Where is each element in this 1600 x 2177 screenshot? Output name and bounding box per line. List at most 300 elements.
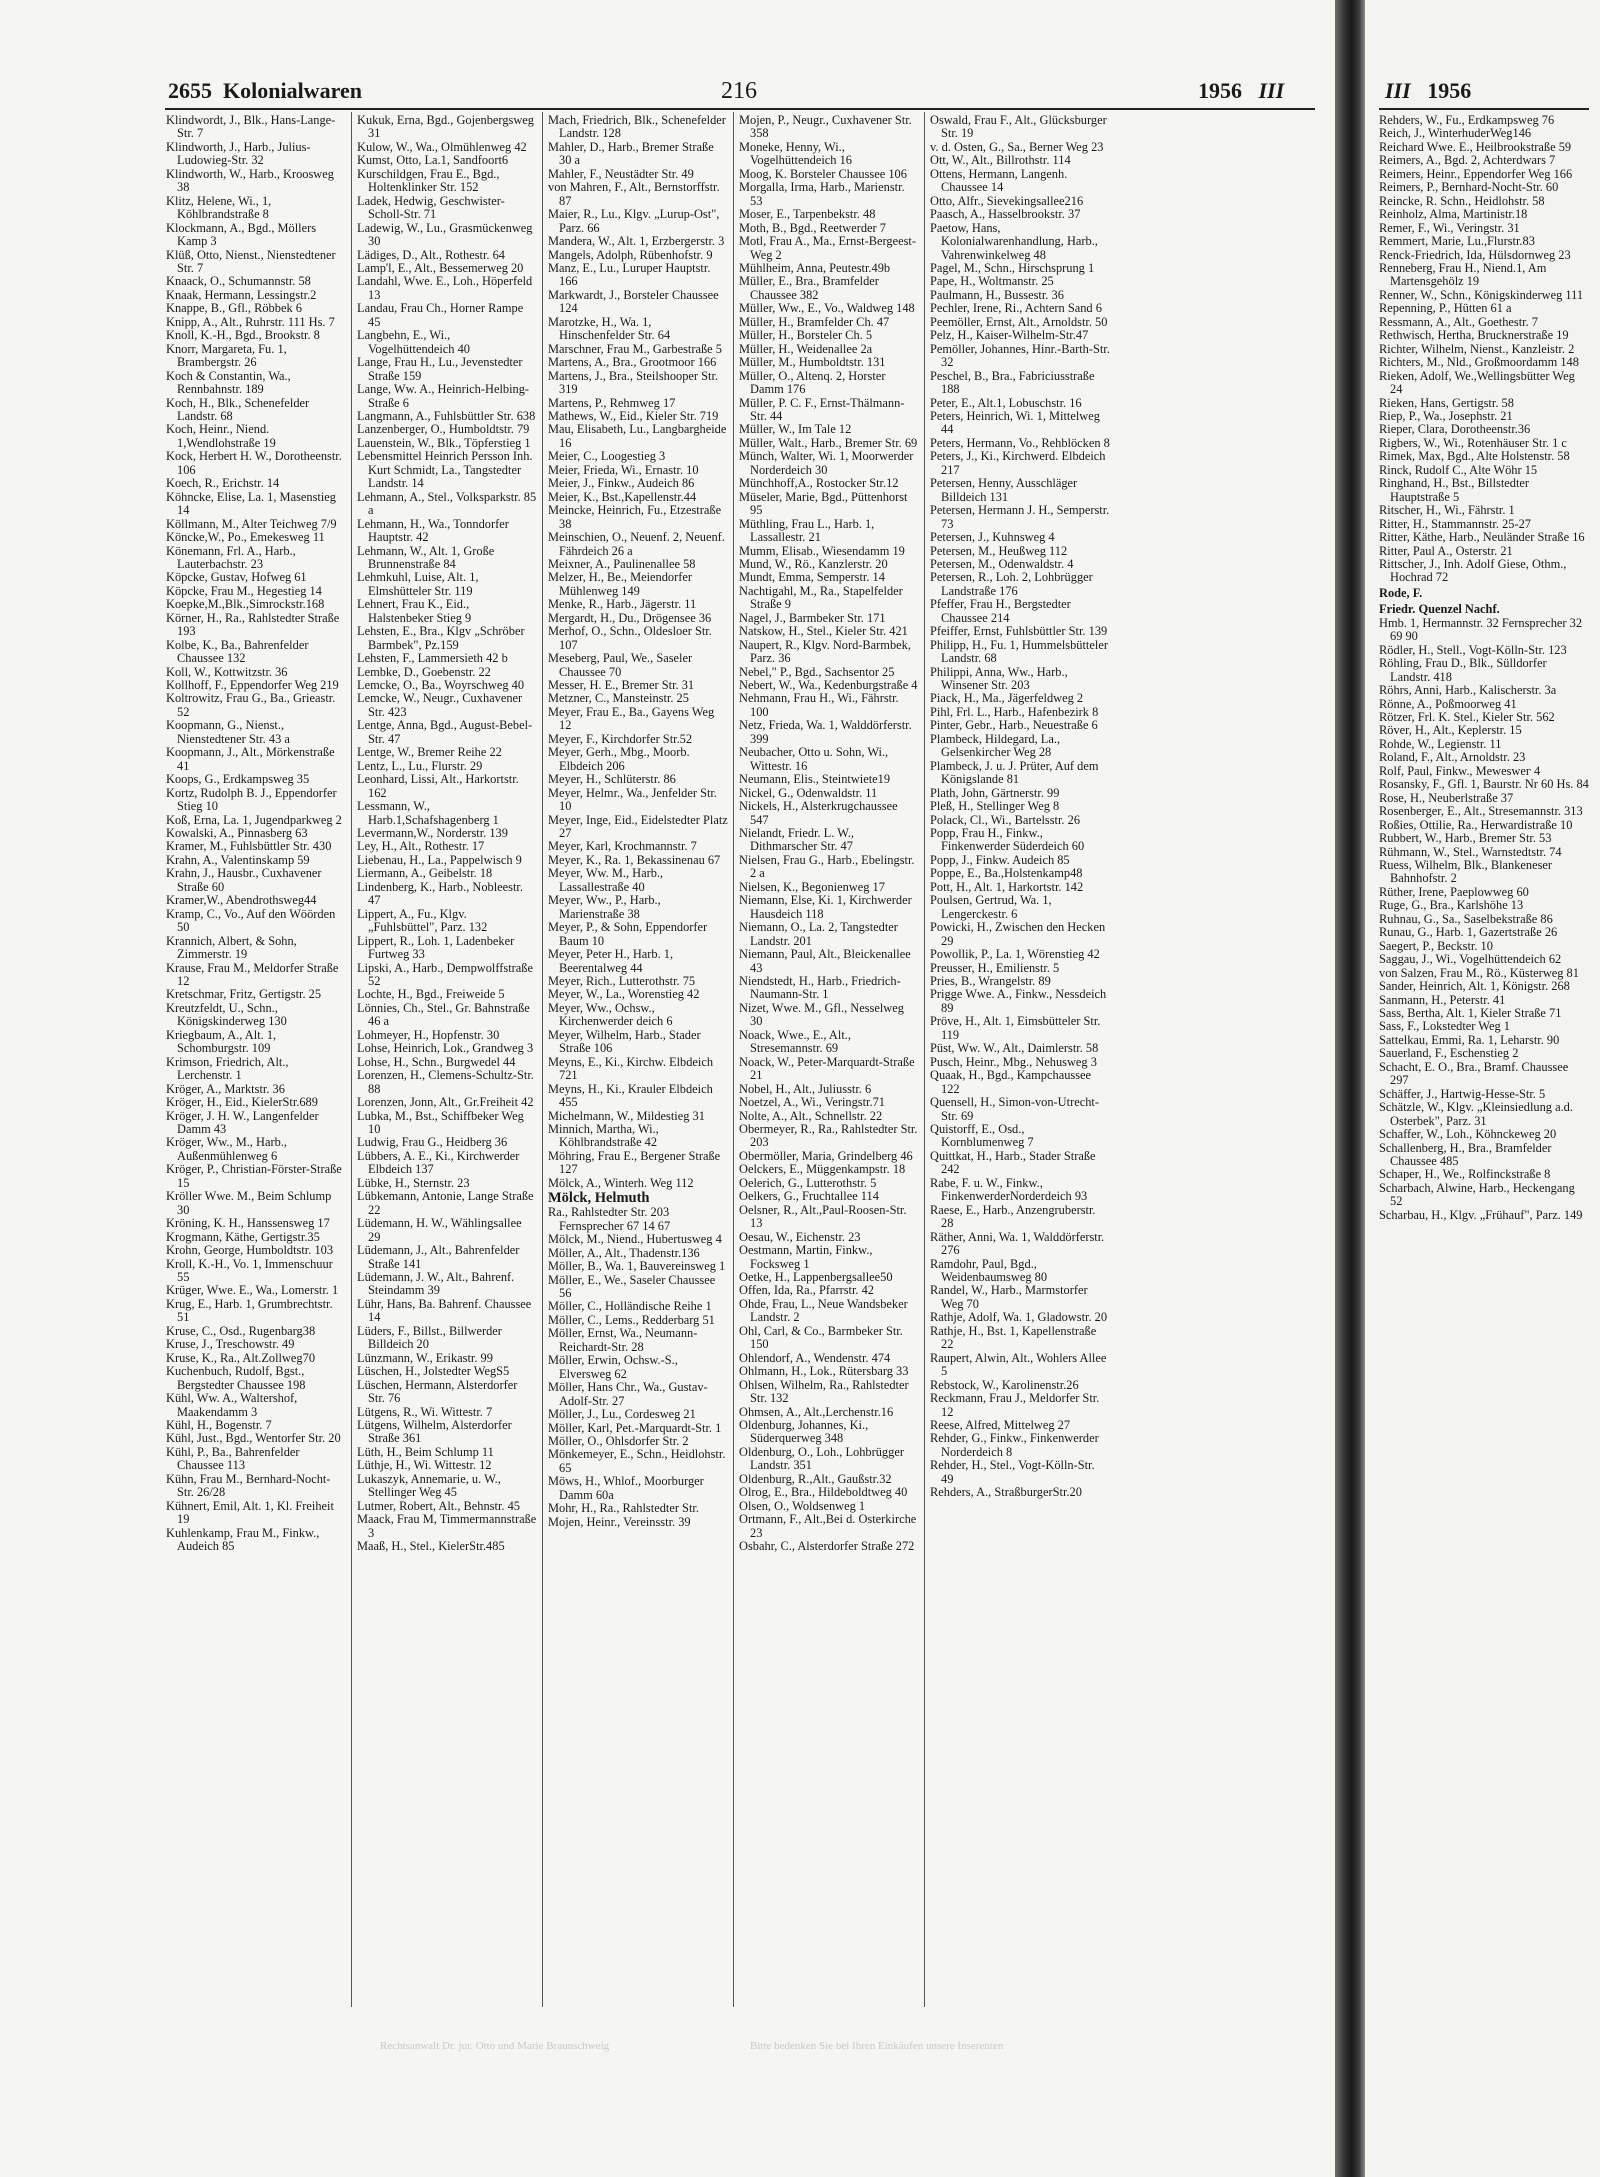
directory-entry: Müller, Walt., Harb., Bremer Str. 69 bbox=[739, 435, 918, 450]
directory-entry: Kühn, Frau M., Bernhard-Nocht-Str. 26/28 bbox=[166, 1471, 331, 1500]
directory-entry: Kröger, H., Eid., KielerStr.689 bbox=[166, 1095, 318, 1110]
directory-entry: Lutmer, Robert, Alt., Behnstr. 45 bbox=[357, 1498, 520, 1513]
directory-entry: Niemann, Paul, Alt., Bleickenallee 43 bbox=[739, 947, 911, 975]
directory-entry: Ruge, G., Bra., Karlshöhe 13 bbox=[1379, 898, 1524, 913]
directory-entry: Klüß, Otto, Nienst., Nienstedtener Str. 7 bbox=[166, 247, 336, 275]
directory-entry: Plambeck, Hildegard, La., Gelsenkircher Weg 28 bbox=[930, 731, 1061, 760]
directory-entry: Klindworth, W., Harb., Kroosweg 38 bbox=[166, 166, 334, 195]
directory-entry: Mergardt, H., Du., Drögensee 36 bbox=[548, 610, 712, 625]
directory-entry: Lühr, Hans, Ba. Bahrenf. Chaussee 14 bbox=[357, 1296, 532, 1325]
directory-entry: Möller, B., Wa. 1, Bauvereinsweg 1 bbox=[548, 1259, 726, 1274]
directory-column bbox=[548, 114, 728, 2004]
directory-entry: Philipp, H., Fu. 1, Hummelsbütteler Landstr. 68 bbox=[930, 637, 1108, 666]
directory-entry: Meyer, Wilhelm, Harb., Stader Straße 106 bbox=[548, 1027, 701, 1056]
directory-entry: Nolte, A., Alt., Schnellstr. 22 bbox=[739, 1108, 883, 1123]
directory-entry: Kruse, K., Ra., Alt.Zollweg70 bbox=[166, 1350, 316, 1365]
directory-entry: Meier, K., Bst.,Kapellenstr.44 bbox=[548, 489, 697, 504]
directory-entry: Kuhlenkamp, Frau M., Finkw., Audeich 85 bbox=[166, 1525, 320, 1554]
directory-entry: Müller, P. C. F., Ernst-Thälmann-Str. 44 bbox=[739, 395, 905, 423]
directory-entry: Kröning, K. H., Hanssensweg 17 bbox=[166, 1216, 330, 1231]
directory-entry: Kumst, Otto, La.1, Sandfoort6 bbox=[357, 153, 509, 168]
directory-entry: Räther, Anni, Wa. 1, Walddörferstr. 276 bbox=[930, 1229, 1105, 1258]
directory-entry: Ruhnau, G., Sa., Saselbekstraße 86 bbox=[1379, 911, 1553, 926]
directory-entry: Möller, Erwin, Ochsw.-S., Elversweg 62 bbox=[548, 1353, 678, 1381]
directory-entry: Meyer, Peter H., Harb. 1, Beerentalweg 44 bbox=[548, 947, 674, 975]
directory-entry: Lippert, R., Loh. 1, Ladenbeker Furtweg 33 bbox=[357, 933, 515, 962]
directory-entry: Koß, Erna, La. 1, Jugendparkweg 2 bbox=[166, 812, 342, 827]
year-volume bbox=[1198, 78, 1284, 104]
directory-entry: Liebenau, H., La., Pappelwisch 9 bbox=[357, 852, 522, 867]
directory-entry: Mohr, H., Ra., Rahlstedter Str. bbox=[548, 1501, 699, 1516]
directory-entry: Ra., Rahlstedter Str. 203 Fernsprecher 67 14 67 bbox=[548, 1205, 671, 1233]
directory-entry: Pagel, M., Schn., Hirschsprung 1 bbox=[930, 260, 1095, 275]
directory-entry: Rühmann, W., Stel., Warnstedtstr. 74 bbox=[1379, 844, 1562, 859]
directory-entry: Meier, Frieda, Wi., Ernastr. 10 bbox=[548, 462, 699, 477]
directory-entry: Martens, A., Bra., Grootmoor 166 bbox=[548, 355, 717, 370]
directory-entry: Lehmann, A., Stel., Volksparkstr. 85 a bbox=[357, 489, 537, 518]
directory-entry: Manz, E., Lu., Luruper Hauptstr. 166 bbox=[548, 260, 711, 289]
directory-entry: Meyer, Karl, Krochmannstr. 7 bbox=[548, 839, 697, 854]
directory-entry: Peters, J., Ki., Kirchwerd. Elbdeich 217 bbox=[930, 449, 1106, 477]
next-page-column bbox=[1379, 114, 1589, 2004]
directory-entry: Krahn, J., Hausbr., Cuxhavener Straße 60 bbox=[166, 866, 322, 894]
directory-entry: Lüth, H., Beim Schlump 11 bbox=[357, 1444, 494, 1459]
directory-entry: Quaak, H., Bgd., Kampchaussee 122 bbox=[930, 1068, 1092, 1096]
column-divider bbox=[351, 112, 352, 2007]
directory-entry: Rehder, G., Finkw., Finkenwerder Norderdeich 8 bbox=[930, 1431, 1099, 1459]
directory-column bbox=[739, 114, 919, 2004]
directory-entry: Pfeiffer, Ernst, Fuhlsbüttler Str. 139 bbox=[930, 624, 1108, 639]
directory-entry: Piack, H., Ma., Jägerfeldweg 2 bbox=[930, 691, 1084, 706]
directory-entry: Messer, H. E., Bremer Str. 31 bbox=[548, 678, 695, 693]
directory-entry: Pröve, H., Alt. 1, Eimsbütteler Str. 119 bbox=[930, 1014, 1101, 1042]
directory-entry: Müller, M., Humboldtstr. 131 bbox=[739, 355, 886, 370]
faint-footer-right: Bitte bedenken Sie bei Ihren Einkäufen unsere Inserenten bbox=[750, 2040, 1004, 2052]
column-divider bbox=[924, 112, 925, 2007]
directory-entry: Meier, C., Loogestieg 3 bbox=[548, 449, 666, 464]
directory-entry: Mojen, P., Neugr., Cuxhavener Str. 358 bbox=[739, 114, 912, 141]
directory-entry: Oldenburg, O., Loh., Lohbrügger Landstr. 351 bbox=[739, 1444, 904, 1473]
directory-entry: Kühl, Ww. A., Waltershof, Maakendamm 3 bbox=[166, 1391, 298, 1419]
directory-entry: Neubacher, Otto u. Sohn, Wi., Wittestr. 16 bbox=[739, 745, 889, 773]
directory-entry: Müller, O., Altenq. 2, Horster Damm 176 bbox=[739, 368, 886, 397]
directory-entry: Koopmann, J., Alt., Mörkenstraße 41 bbox=[166, 745, 335, 773]
directory-entry: Kröller Wwe. M., Beim Schlump 30 bbox=[166, 1189, 332, 1217]
directory-entry: Schallenberg, H., Bra., Bramfelder Chaussee 485 bbox=[1379, 1140, 1552, 1168]
directory-entry: Meyer, Gerh., Mbg., Moorb. Elbdeich 206 bbox=[548, 745, 690, 773]
directory-entry: Schäffer, J., Hartwig-Hesse-Str. 5 bbox=[1379, 1086, 1546, 1101]
directory-entry: Oestmann, Martin, Finkw., Focksweg 1 bbox=[739, 1243, 873, 1271]
directory-entry: Netz, Frieda, Wa. 1, Walddörferstr. 399 bbox=[739, 718, 912, 746]
directory-entry: Lorenzen, H., Clemens-Schultz-Str. 88 bbox=[357, 1068, 534, 1096]
directory-entry: Natskow, H., Stel., Kieler Str. 421 bbox=[739, 624, 908, 639]
directory-entry: Lentge, W., Bremer Reihe 22 bbox=[357, 745, 502, 760]
directory-entry: Rötzer, Frl. K. Stel., Kieler Str. 562 bbox=[1379, 710, 1555, 725]
directory-entry: Renck-Friedrich, Ida, Hülsdornweg 23 bbox=[1379, 247, 1571, 262]
directory-entry: Sass, F., Lokstedter Weg 1 bbox=[1379, 1019, 1510, 1034]
directory-entry: Klindworth, J., Harb., Julius-Ludowieg-Str. 32 bbox=[166, 139, 311, 168]
directory-entry: Mathews, W., Eid., Kieler Str. 719 bbox=[548, 408, 719, 423]
directory-entry: Reinholz, Alma, Martinistr.18 bbox=[1379, 207, 1528, 222]
directory-entry: Meier, J., Finkw., Audeich 86 bbox=[548, 476, 695, 491]
directory-entry: Krimson, Friedrich, Alt., Lerchenstr. 1 bbox=[166, 1054, 289, 1083]
directory-entry: Ringhand, H., Bst., Billstedter Hauptstraße 5 bbox=[1379, 476, 1530, 504]
directory-entry: Rosenberger, E., Alt., Stresemannstr. 313 bbox=[1379, 804, 1583, 819]
directory-entry: Noetzel, A., Wi., Veringstr.71 bbox=[739, 1095, 885, 1110]
directory-entry: Meincke, Heinrich, Fu., Etzestraße 38 bbox=[548, 503, 722, 531]
directory-entry: Maier, R., Lu., Klgv. „Lurup-Ost", Parz. 66 bbox=[548, 207, 720, 235]
directory-entry: Hmb. 1, Hermannstr. 32 Fernsprecher 32 69 90 bbox=[1379, 615, 1583, 644]
directory-entry: Pechler, Irene, Ri., Achtern Sand 6 bbox=[930, 301, 1102, 316]
header-rule bbox=[165, 108, 1315, 110]
section-number: 2655 bbox=[168, 78, 212, 103]
directory-entry: Poulsen, Gertrud, Wa. 1, Lengerckestr. 6 bbox=[930, 893, 1052, 921]
directory-entry: Meyer, K., Ra. 1, Bekassinenau 67 bbox=[548, 852, 721, 867]
directory-entry: Polack, Cl., Wi., Bartelsstr. 26 bbox=[930, 812, 1081, 827]
directory-entry: Lange, Frau H., Lu., Jevenstedter Straße 159 bbox=[357, 355, 523, 383]
directory-entry: Knoll, K.-H., Bgd., Brookstr. 8 bbox=[166, 328, 320, 343]
directory-entry: Oldenburg, R.,Alt., Gaußstr.32 bbox=[739, 1471, 892, 1486]
directory-entry: Kock, Herbert H. W., Dorotheenstr. 106 bbox=[166, 449, 342, 477]
directory-entry: Riep, P., Wa., Josephstr. 21 bbox=[1379, 408, 1513, 423]
directory-entry: Möller, C., Lems., Redderbarg 51 bbox=[548, 1312, 715, 1327]
section-title: Kolonialwaren bbox=[223, 78, 362, 103]
volume: III bbox=[1258, 78, 1285, 103]
directory-entry: Reincke, R. Schn., Heidlohstr. 58 bbox=[1379, 193, 1545, 208]
directory-entry: Reese, Alfred, Mittelweg 27 bbox=[930, 1417, 1071, 1432]
directory-entry: Mangels, Adolph, Rübenhofstr. 9 bbox=[548, 247, 713, 262]
directory-entry: Melzer, H., Be., Meiendorfer Mühlenweg 149 bbox=[548, 570, 693, 598]
directory-entry: Rehders, A., StraßburgerStr.20 bbox=[930, 1485, 1082, 1500]
directory-entry: Rathje, H., Bst. 1, Kapellenstraße 22 bbox=[930, 1323, 1097, 1352]
directory-entry: Sanmann, H., Peterstr. 41 bbox=[1379, 992, 1506, 1007]
directory-entry: Nickels, H., Alsterkrugchaussee 547 bbox=[739, 799, 898, 827]
directory-entry: Koopmann, G., Nienst., Nienstedtener Str. 43 a bbox=[166, 718, 290, 746]
directory-entry: Röhling, Frau D., Blk., Sülldorfer Landstr. 418 bbox=[1379, 656, 1547, 684]
directory-entry: Mundt, Emma, Semperstr. 14 bbox=[739, 570, 885, 585]
directory-entry: Liermann, A., Geibelstr. 18 bbox=[357, 866, 493, 881]
directory-entry: Meyer, F., Kirchdorfer Str.52 bbox=[548, 731, 693, 746]
directory-entry: Lembke, D., Goebenstr. 22 bbox=[357, 664, 491, 679]
directory-entry: Sauerland, F., Eschenstieg 2 bbox=[1379, 1046, 1519, 1061]
directory-entry: Reimers, Heinr., Eppendorfer Weg 166 bbox=[1379, 166, 1573, 181]
directory-entry: Richters, M., Nld., Großmoordamm 148 bbox=[1379, 355, 1579, 370]
directory-entry: Müller, H., Bramfelder Ch. 47 bbox=[739, 314, 890, 329]
directory-entry: Möws, H., Whlof., Moorburger Damm 60a bbox=[548, 1474, 704, 1502]
directory-entry: Kukuk, Erna, Bgd., Gojenbergsweg 31 bbox=[357, 114, 534, 141]
directory-entry: Moser, E., Tarpenbekstr. 48 bbox=[739, 207, 876, 222]
faint-footer-left: Rechtsanwalt Dr. jur. Otto und Marie Braunschweig bbox=[380, 2040, 610, 2052]
directory-entry: Nielsen, Frau G., Harb., Ebelingstr. 2 a bbox=[739, 852, 915, 881]
directory-entry: Koech, R., Erichstr. 14 bbox=[166, 476, 280, 491]
directory-entry: Langbehn, E., Wi., Vogelhüttendeich 40 bbox=[357, 328, 470, 356]
directory-entry: Klockmann, A., Bgd., Möllers Kamp 3 bbox=[166, 220, 317, 249]
directory-entry: Reichard Wwe. E., Heilbrookstraße 59 bbox=[1379, 139, 1572, 154]
directory-entry: Müller, Ww., E., Vo., Waldweg 148 bbox=[739, 301, 915, 316]
directory-entry: Lippert, A., Fu., Klgv. „Fuhlsbüttel", Parz. 132 bbox=[357, 906, 488, 935]
directory-entry: Sass, Bertha, Alt. 1, Kieler Straße 71 bbox=[1379, 1006, 1562, 1020]
directory-entry: Kühl, H., Bogenstr. 7 bbox=[166, 1417, 272, 1432]
directory-entry: Möller, Hans Chr., Wa., Gustav-Adolf-Str. 27 bbox=[548, 1380, 708, 1408]
directory-entry: Ohlsen, Wilhelm, Ra., Rahlstedter Str. 132 bbox=[739, 1377, 909, 1406]
directory-entry: Noack, Wwe., E., Alt., Stresemannstr. 69 bbox=[739, 1027, 851, 1056]
directory-entry: Mau, Elisabeth, Lu., Langbargheide 16 bbox=[548, 422, 727, 450]
directory-entry: Knorr, Margareta, Fu. 1, Brambergstr. 26 bbox=[166, 341, 287, 370]
directory-entry: Nachtigahl, M., Ra., Stapelfelder Straße 9 bbox=[739, 583, 903, 612]
directory-entry: Mumm, Elisab., Wiesendamm 19 bbox=[739, 543, 905, 558]
directory-entry: Rigbers, W., Wi., Rotenhäuser Str. 1 c bbox=[1379, 435, 1567, 450]
directory-entry: Roland, F., Alt., Arnoldstr. 23 bbox=[1379, 750, 1526, 765]
directory-entry: Neumann, Elis., Steintwiete19 bbox=[739, 772, 891, 787]
directory-entry: Mahler, D., Harb., Bremer Straße 30 a bbox=[548, 139, 714, 168]
directory-entry: Obermöller, Maria, Grindelberg 46 bbox=[739, 1148, 913, 1163]
directory-entry: Randel, W., Harb., Marmstorfer Weg 70 bbox=[930, 1283, 1088, 1311]
directory-entry: Möller, O., Ohlsdorfer Str. 2 bbox=[548, 1433, 689, 1448]
directory-entry: Remer, F., Wi., Veringstr. 31 bbox=[1379, 220, 1520, 235]
directory-entry: Petersen, R., Loh. 2, Lohbrügger Landstraße 176 bbox=[930, 570, 1093, 598]
directory-entry: Möller, A., Alt., Thadenstr.136 bbox=[548, 1245, 700, 1260]
directory-entry: Peters, Hermann, Vo., Rehblöcken 8 bbox=[930, 435, 1110, 450]
directory-entry: Kühl, P., Ba., Bahrenfelder Chaussee 113 bbox=[166, 1444, 300, 1473]
directory-entry: Mandera, W., Alt. 1, Erzbergerstr. 3 bbox=[548, 234, 725, 249]
directory-entry: Ley, H., Alt., Rothestr. 17 bbox=[357, 839, 485, 854]
directory-entry: Raupert, Alwin, Alt., Wohlers Allee 5 bbox=[930, 1350, 1107, 1379]
directory-entry: Lübkemann, Antonie, Lange Straße 22 bbox=[357, 1189, 534, 1217]
directory-entry: Rüther, Irene, Paeplowweg 60 bbox=[1379, 884, 1529, 899]
directory-entry: Lüthje, H., Wi. Wittestr. 12 bbox=[357, 1458, 492, 1473]
directory-entry: Kuchenbuch, Rudolf, Bgst., Bergstedter Chaussee 198 bbox=[166, 1364, 306, 1392]
directory-entry: Köpcke, Gustav, Hofweg 61 bbox=[166, 570, 307, 585]
directory-entry: Rimek, Max, Bgd., Alte Holstenstr. 58 bbox=[1379, 449, 1570, 464]
directory-entry: Kurschildgen, Frau E., Bgd., Holtenklinker Str. 152 bbox=[357, 166, 500, 195]
directory-entry: Meseberg, Paul, We., Saseler Chaussee 70 bbox=[548, 651, 693, 679]
directory-entry: Könemann, Frl. A., Harb., Lauterbachstr. 23 bbox=[166, 543, 296, 571]
directory-entry: Kowalski, A., Pinnasberg 63 bbox=[166, 826, 308, 841]
directory-entry: v. d. Osten, G., Sa., Berner Weg 23 bbox=[930, 139, 1104, 154]
directory-entry: Menke, R., Harb., Jägerstr. 11 bbox=[548, 597, 697, 612]
directory-entry: Reimers, P., Bernhard-Nocht-Str. 60 bbox=[1379, 180, 1559, 195]
directory-column bbox=[930, 114, 1110, 2004]
directory-entry: Ludwig, Frau G., Heidberg 36 bbox=[357, 1135, 508, 1150]
directory-entry: Köllmann, M., Alter Teichweg 7/9 bbox=[166, 516, 337, 531]
directory-entry: Mölck, M., Niend., Hubertusweg 4 bbox=[548, 1232, 722, 1247]
directory-entry: Preusser, H., Emilienstr. 5 bbox=[930, 960, 1060, 975]
directory-entry: Lüschen, H., Jolstedter WegS5 bbox=[357, 1364, 510, 1379]
directory-entry: Kröger, P., Christian-Förster-Straße 15 bbox=[166, 1162, 342, 1190]
directory-entry: Lüschen, Hermann, Alsterdorfer Str. 76 bbox=[357, 1377, 518, 1406]
directory-entry: Lönnies, Ch., Stel., Gr. Bahnstraße 46 a bbox=[357, 1000, 530, 1029]
directory-entry: Kröger, A., Marktstr. 36 bbox=[166, 1081, 285, 1096]
directory-entry: Maaß, H., Stel., KielerStr.485 bbox=[357, 1539, 505, 1554]
directory-entry: Ott, W., Alt., Billrothstr. 114 bbox=[930, 153, 1071, 168]
directory-entry: Schaper, H., We., Rolfinckstraße 8 bbox=[1379, 1167, 1551, 1182]
directory-entry: Sattelkau, Emmi, Ra. 1, Leharstr. 90 bbox=[1379, 1032, 1560, 1047]
directory-entry: Möller, E., We., Saseler Chaussee 56 bbox=[548, 1272, 716, 1300]
directory-entry: Reckmann, Frau J., Meldorfer Str. 12 bbox=[930, 1391, 1100, 1419]
directory-entry: Krüger, Wwe. E., Wa., Lomerstr. 1 bbox=[166, 1283, 339, 1298]
directory-entry: Rabe, F. u. W., Finkw., FinkenwerderNorderdeich 93 bbox=[930, 1175, 1088, 1204]
directory-entry: Meyer, Inge, Eid., Eidelstedter Platz 27 bbox=[548, 812, 728, 841]
directory-entry: Oelckers, E., Müggenkampstr. 18 bbox=[739, 1162, 906, 1177]
directory-entry: Lübbers, A. E., Ki., Kirchwerder Elbdeich 137 bbox=[357, 1148, 520, 1177]
column-divider bbox=[542, 112, 543, 2007]
directory-entry: Kruse, J., Treschowstr. 49 bbox=[166, 1337, 295, 1352]
directory-entry: Pape, H., Woltmanstr. 25 bbox=[930, 274, 1054, 289]
directory-entry: Nielandt, Friedr. L. W., Dithmarscher Str. 47 bbox=[739, 826, 854, 854]
directory-entry: Lochte, H., Bgd., Freiweide 5 bbox=[357, 987, 505, 1002]
directory-entry: Sander, Heinrich, Alt. 1, Königstr. 268 bbox=[1379, 979, 1570, 994]
directory-entry: Friedr. Quenzel Nachf. bbox=[1379, 601, 1500, 616]
directory-entry: Rödler, H., Stell., Vogt-Kölln-Str. 123 bbox=[1379, 642, 1567, 657]
directory-entry: Paasch, A., Hasselbrookstr. 37 bbox=[930, 207, 1081, 222]
directory-entry: Rolf, Paul, Finkw., Meweswег 4 bbox=[1379, 763, 1541, 778]
directory-entry: Ritter, Käthe, Harb., Neuländer Straße 16 bbox=[1379, 530, 1585, 545]
directory-entry: Otto, Alfr., Sievekingsallee216 bbox=[930, 193, 1084, 208]
directory-entry: Leonhard, Lissi, Alt., Harkortstr. 162 bbox=[357, 772, 519, 800]
directory-entry: Renneberg, Frau H., Niend.1, Am Martensgehölz 19 bbox=[1379, 260, 1547, 289]
directory-entry: Runau, G., Harb. 1, Gazertstraße 26 bbox=[1379, 925, 1558, 940]
directory-entry: Petersen, Hermann J. H., Semperstr. 73 bbox=[930, 503, 1110, 531]
directory-entry: Rieken, Adolf, We.,Wellingsbütter Weg 24 bbox=[1379, 368, 1575, 397]
directory-entry: Pihl, Frl. L., Harb., Hafenbezirk 8 bbox=[930, 704, 1099, 719]
directory-entry: Lauenstein, W., Blk., Töpferstieg 1 bbox=[357, 435, 531, 450]
directory-entry: Rinck, Rudolf C., Alte Wöhr 15 bbox=[1379, 462, 1538, 477]
directory-entry: Petersen, M., Heußweg 112 bbox=[930, 543, 1068, 558]
directory-entry: Ladewig, W., Lu., Grasmückenweg 30 bbox=[357, 220, 533, 249]
section-header bbox=[168, 78, 362, 104]
directory-entry: Popp, Frau H., Finkw., Finkenwerder Süderdeich 60 bbox=[930, 826, 1085, 854]
directory-entry: Mund, W., Rö., Kanzlerstr. 20 bbox=[739, 556, 888, 571]
directory-entry: Lorenzen, Jonn, Alt., Gr.Freiheit 42 bbox=[357, 1095, 534, 1110]
directory-entry: Ritscher, H., Wi., Fährstr. 1 bbox=[1379, 503, 1515, 518]
directory-entry: Ritter, Paul A., Osterstr. 21 bbox=[1379, 543, 1513, 558]
directory-entry: Ramdohr, Paul, Bgd., Weidenbaumsweg 80 bbox=[930, 1256, 1048, 1284]
directory-entry: Lehmann, W., Alt. 1, Große Brunnenstraße 84 bbox=[357, 543, 495, 571]
directory-entry: Quistorff, E., Osd., Kornblumenweg 7 bbox=[930, 1121, 1034, 1150]
directory-entry: Rethwisch, Hertha, Brucknerstraße 19 bbox=[1379, 328, 1569, 343]
directory-entry: Martens, P., Rehmweg 17 bbox=[548, 395, 676, 410]
directory-entry: Landau, Frau Ch., Horner Rampe 45 bbox=[357, 301, 524, 329]
directory-entry: Landahl, Wwe. E., Loh., Höperfeld 13 bbox=[357, 274, 533, 302]
directory-entry: Kühnert, Emil, Alt. 1, Kl. Freiheit 19 bbox=[166, 1498, 334, 1527]
directory-entry: Kreutzfeldt, U., Schn., Königskinderweg 130 bbox=[166, 1000, 287, 1029]
directory-entry: Remmert, Marie, Lu.,Flurstr.83 bbox=[1379, 234, 1535, 249]
directory-entry: Oetke, H., Lappenbergsallee50 bbox=[739, 1269, 893, 1284]
directory-entry: Pinter, Gebr., Harb., Neuestraße 6 bbox=[930, 718, 1098, 733]
directory-entry: Quittkat, H., Harb., Stader Straße 242 bbox=[930, 1148, 1096, 1177]
directory-entry: Pelz, H., Kaiser-Wilhelm-Str.47 bbox=[930, 328, 1089, 343]
directory-entry: Meyer, Ww. M., Harb., Lassallestraße 40 bbox=[548, 866, 664, 894]
directory-entry: Kramp, C., Vo., Auf den Wöörden 50 bbox=[166, 906, 336, 935]
directory-entry: Nebert, W., Wa., Kedenburgstraße 4 bbox=[739, 678, 918, 693]
directory-entry: Metzner, C., Mansteinstr. 25 bbox=[548, 691, 689, 706]
directory-entry: Lohse, H., Schn., Burgwedel 44 bbox=[357, 1054, 516, 1069]
directory-entry: Müller, E., Bra., Bramfelder Chaussee 382 bbox=[739, 274, 879, 302]
directory-entry: Knappe, B., Gfl., Röbbek 6 bbox=[166, 301, 302, 316]
directory-entry: Repenning, P., Hütten 61 a bbox=[1379, 301, 1512, 316]
directory-entry: Koltrowitz, Frau G., Ba., Grieastr. 52 bbox=[166, 691, 336, 719]
directory-entry: Ruess, Wilhelm, Blk., Blankeneser Bahnhofstr. 2 bbox=[1379, 858, 1553, 886]
directory-entry: Lemcke, O., Ba., Woyrschweg 40 bbox=[357, 678, 525, 693]
directory-entry: Meyer, P., & Sohn, Eppendorfer Baum 10 bbox=[548, 920, 708, 948]
directory-entry: Knipp, A., Alt., Ruhrstr. 111 Hs. 7 bbox=[166, 314, 335, 329]
directory-entry: Niemann, Else, Ki. 1, Kirchwerder Hausdeich 118 bbox=[739, 893, 912, 921]
directory-entry: Lubka, M., Bst., Schiffbeker Weg 10 bbox=[357, 1108, 524, 1136]
directory-entry: Pries, B., Wrangelstr. 89 bbox=[930, 974, 1051, 988]
directory-entry: Krogmann, Käthe, Gertigstr.35 bbox=[166, 1229, 320, 1244]
directory-entry: Petersen, J., Kuhnsweg 4 bbox=[930, 530, 1055, 545]
directory-entry: Münchhoff,A., Rostocker Str.12 bbox=[739, 476, 899, 491]
directory-entry: Körner, H., Ra., Rahlstedter Straße 193 bbox=[166, 610, 340, 639]
directory-entry: Meyer, Helmr., Wa., Jenfelder Str. 10 bbox=[548, 785, 717, 814]
directory-entry: Lütgens, R., Wi. Wittestr. 7 bbox=[357, 1404, 493, 1419]
directory-entry: Schaffer, W., Loh., Köhnckeweg 20 bbox=[1379, 1127, 1557, 1142]
directory-entry: Petersen, Henny, Ausschläger Billdeich 131 bbox=[930, 476, 1078, 504]
directory-entry: Lehmkuhl, Luise, Alt. 1, Elmshütteler Str. 119 bbox=[357, 570, 479, 598]
directory-entry: Paulmann, H., Bussestr. 36 bbox=[930, 287, 1064, 302]
directory-entry: Poppe, E., Ba.,Holstenkamp48 bbox=[930, 866, 1083, 881]
directory-entry: Koch, H., Blk., Schenefelder Landstr. 68 bbox=[166, 395, 310, 423]
directory-entry: Rose, H., Neuberlstraße 37 bbox=[1379, 790, 1514, 805]
directory-entry: Kulow, W., Wa., Olmühlenweg 42 bbox=[357, 139, 527, 154]
directory-entry: Kramer, M., Fuhlsbüttler Str. 430 bbox=[166, 839, 332, 854]
directory-entry: Lipski, A., Harb., Dempwolffstraße 52 bbox=[357, 960, 533, 988]
directory-entry: Nickel, G., Odenwaldstr. 11 bbox=[739, 785, 878, 800]
directory-entry: Knaack, O., Schumannstr. 58 bbox=[166, 274, 311, 289]
directory-entry: Rode, F. bbox=[1379, 585, 1423, 600]
directory-entry: Koepke,M.,Blk.,Simrockstr.168 bbox=[166, 597, 325, 612]
directory-entry: Ohlmann, H., Lok., Rütersbarg 33 bbox=[739, 1364, 909, 1379]
directory-entry: Paetow, Hans, Kolonialwarenhandlung, Harb., Vahrenwinkelweg 48 bbox=[930, 220, 1098, 262]
directory-entry: Mühlheim, Anna, Peutestr.49b bbox=[739, 260, 891, 275]
directory-entry: Oldenburg, Johannes, Ki., Süderquerweg 348 bbox=[739, 1417, 869, 1446]
directory-entry: Kriegbaum, A., Alt. 1, Schomburgstr. 109 bbox=[166, 1027, 277, 1056]
directory-entry: Saggau, J., Wi., Vogelhüttendeich 62 bbox=[1379, 952, 1562, 967]
directory-entry: Moog, K. Borsteler Chaussee 106 bbox=[739, 166, 907, 181]
directory-entry: Schätzle, W., Klgv. „Kleinsiedlung a.d. Osterbek", Parz. 31 bbox=[1379, 1100, 1573, 1128]
directory-entry: Saegert, P., Beckstr. 10 bbox=[1379, 938, 1493, 953]
directory-entry: Ritter, H., Stammannstr. 25-27 bbox=[1379, 516, 1531, 531]
directory-entry: Lukaszyk, Annemarie, u. W., Stellinger Weg 45 bbox=[357, 1471, 501, 1500]
directory-entry: Mojen, Heinr., Vereinsstr. 39 bbox=[548, 1514, 691, 1529]
directory-entry: Koch & Constantin, Wa., Rennbahnstr. 189 bbox=[166, 368, 291, 397]
directory-entry: Meyer, Ww., P., Harb., Marienstraße 38 bbox=[548, 893, 661, 921]
directory-entry: Obermeyer, R., Ra., Rahlstedter Str. 203 bbox=[739, 1121, 918, 1150]
directory-entry: Nizet, Wwe. M., Gfl., Nesselweg 30 bbox=[739, 1000, 904, 1029]
directory-entry: Lehsten, E., Bra., Klgv „Schröber Barmbek", Pz.159 bbox=[357, 624, 525, 652]
directory-entry: Klindwordt, J., Blk., Hans-Lange-Str. 7 bbox=[166, 114, 336, 141]
directory-entry: Reimers, A., Bgd. 2, Achterdwars 7 bbox=[1379, 153, 1556, 168]
directory-entry: Lamp'l, E., Alt., Bessemerweg 20 bbox=[357, 260, 524, 275]
directory-entry: Lebensmittel Heinrich Persson Inh. Kurt Schmidt, La., Tangstedter Landstr. 14 bbox=[357, 449, 533, 491]
directory-entry: Mahler, F., Neustädter Str. 49 bbox=[548, 166, 694, 181]
directory-entry: Rieken, Hans, Gertigstr. 58 bbox=[1379, 395, 1514, 410]
directory-entry: Krannich, Albert, & Sohn, Zimmerstr. 19 bbox=[166, 933, 297, 962]
directory-entry: Maack, Frau M, Timmermannstraße 3 bbox=[357, 1512, 537, 1540]
directory-entry: Lange, Ww. A., Heinrich-Helbing-Straße 6 bbox=[357, 382, 530, 410]
directory-entry: Lohse, Heinrich, Lok., Grandweg 3 bbox=[357, 1041, 534, 1056]
directory-entry: Lentz, L., Lu., Flurstr. 29 bbox=[357, 758, 483, 773]
directory-entry: Levermann,W., Norderstr. 139 bbox=[357, 826, 508, 841]
directory-entry: Naupert, R., Klgv. Nord-Barmbek, Parz. 36 bbox=[739, 637, 911, 666]
directory-entry: Peschel, B., Bra., Fabriciusstraße 188 bbox=[930, 368, 1095, 397]
directory-entry: Martens, J., Bra., Steilshooper Str. 319 bbox=[548, 368, 719, 397]
directory-entry: Lübke, H., Sternstr. 23 bbox=[357, 1175, 470, 1190]
directory-entry: Müseler, Marie, Bgd., Püttenhorst 95 bbox=[739, 489, 908, 518]
directory-entry: Mölck, A., Winterh. Weg 112 bbox=[548, 1175, 694, 1190]
directory-entry: Schacht, E. O., Bra., Bramf. Chaussee 297 bbox=[1379, 1059, 1569, 1088]
directory-entry: Scharbau, H., Klgv. „Frühauf", Parz. 149 bbox=[1379, 1207, 1583, 1222]
